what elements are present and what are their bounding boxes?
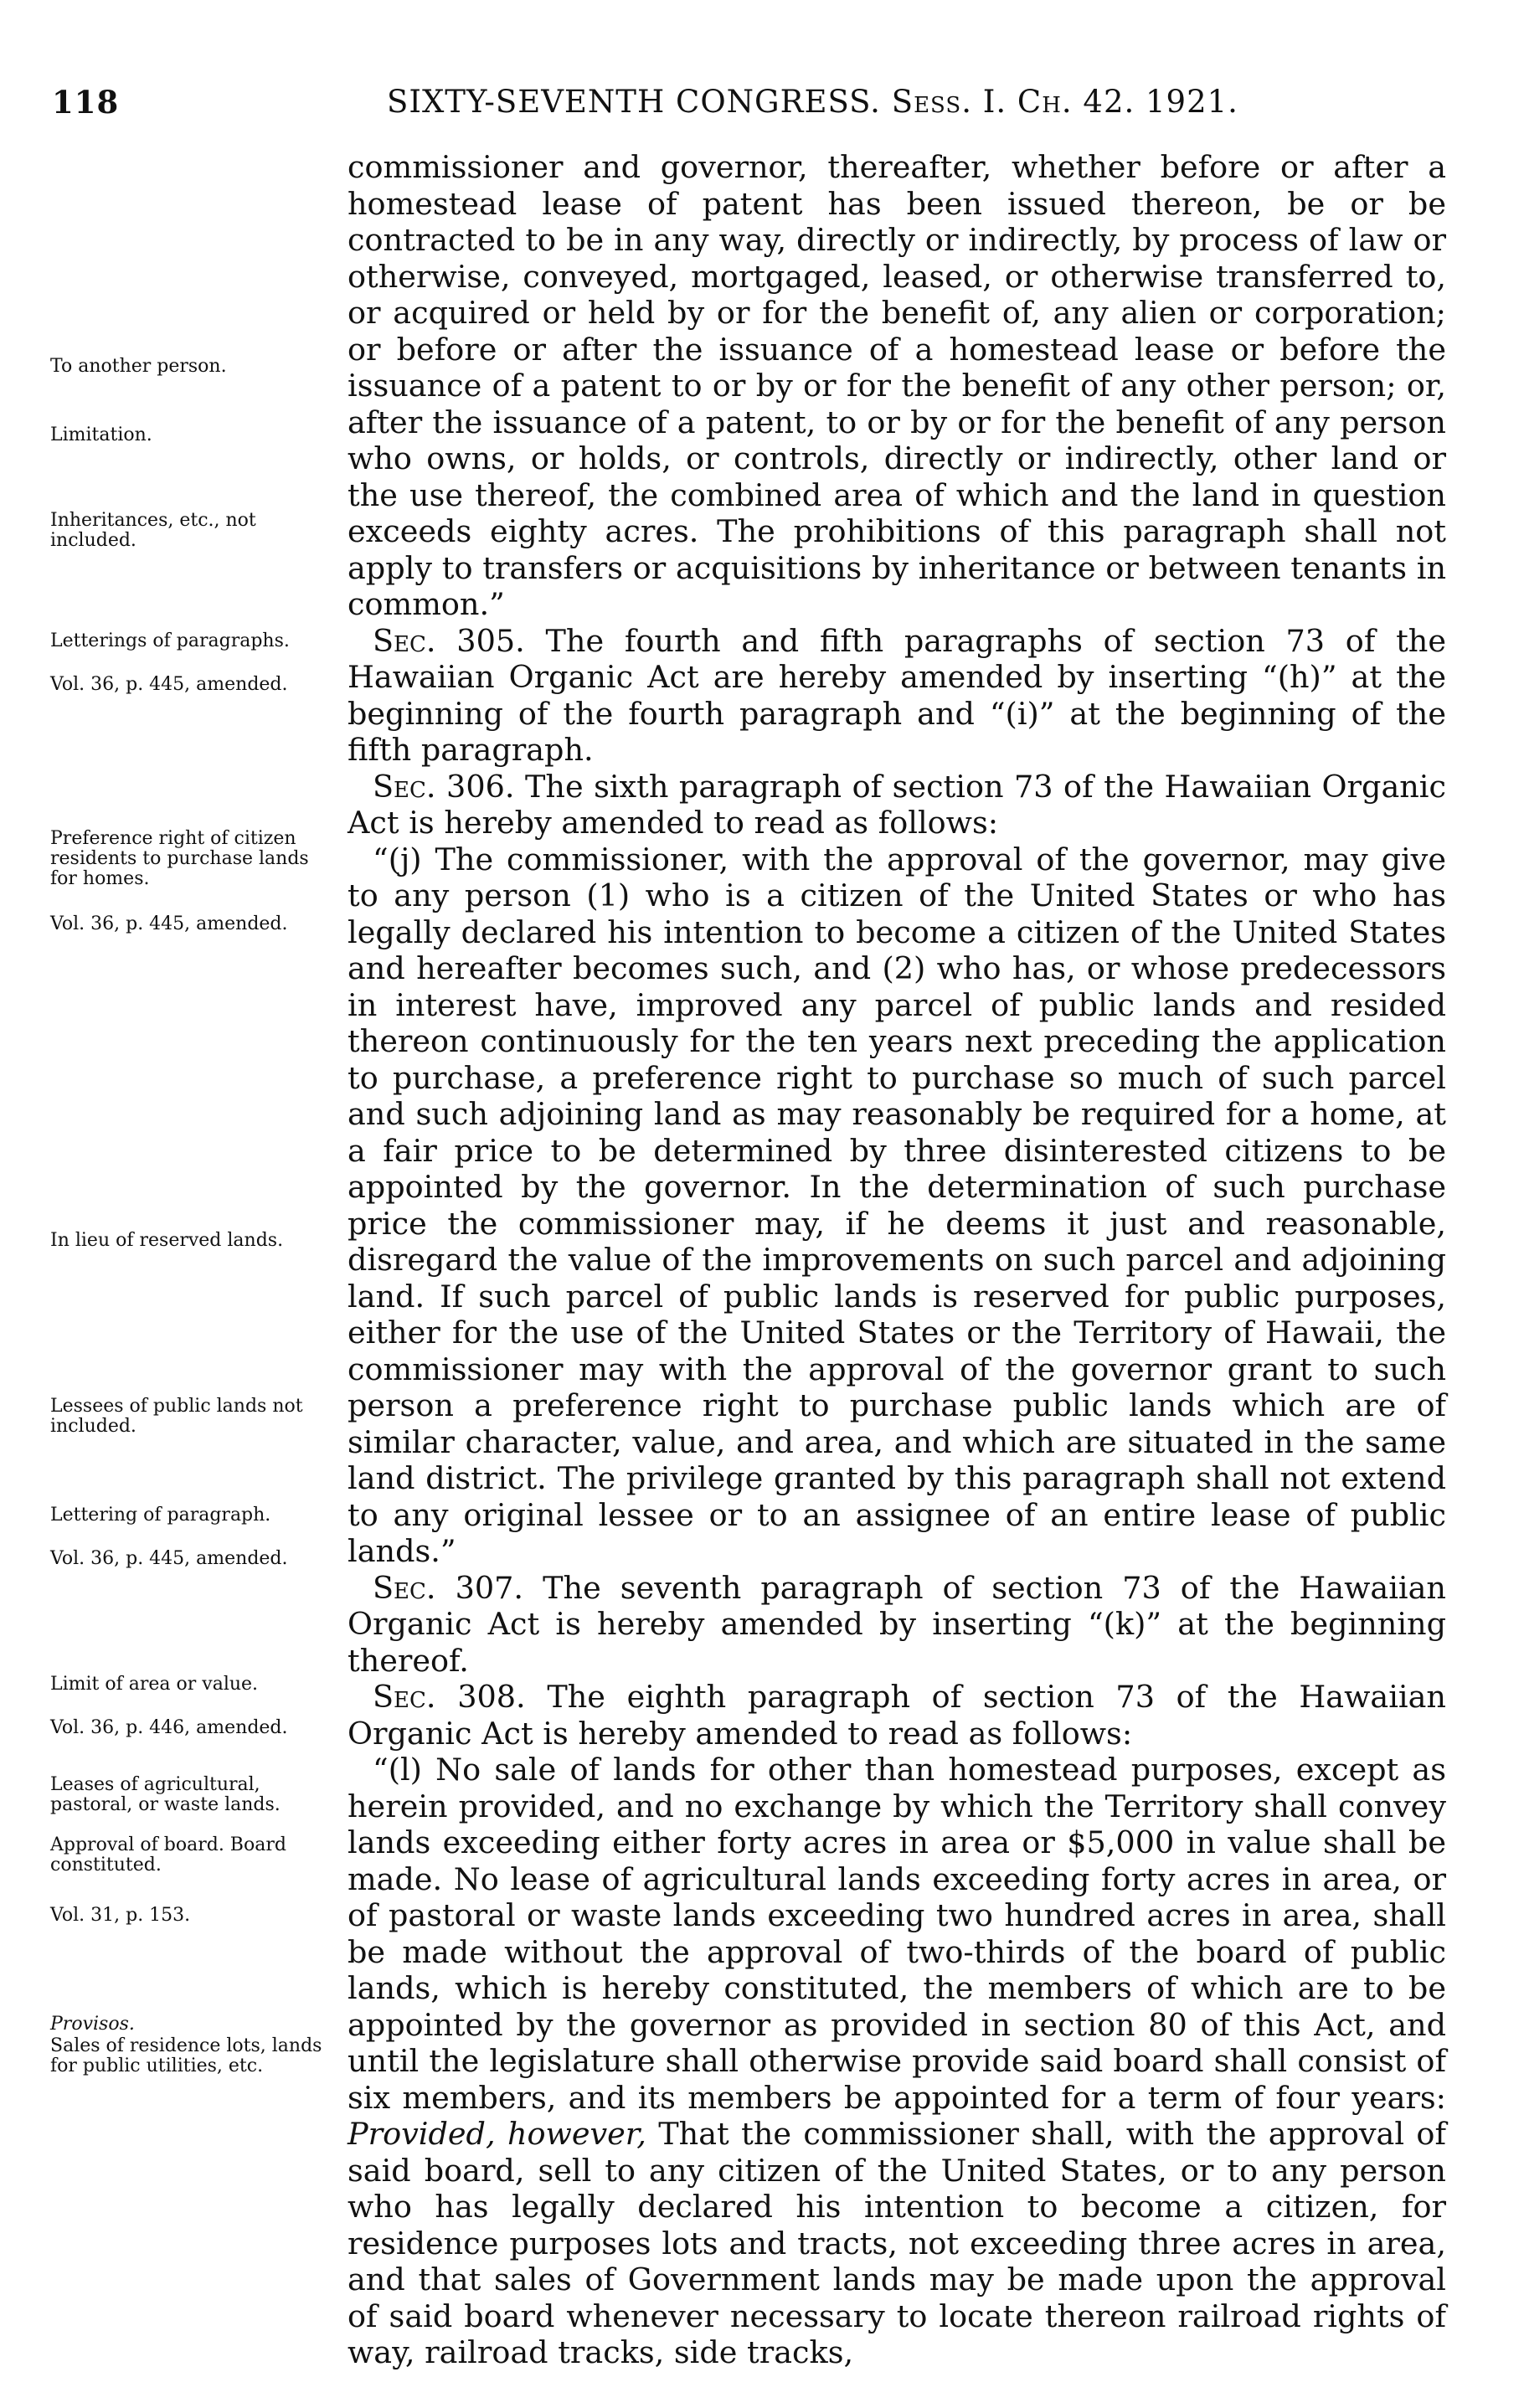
margin-note-another: To another person. — [50, 356, 227, 377]
margin-note-inheritances: Inheritances, etc., not included. — [50, 510, 256, 551]
section-306 — [348, 769, 1446, 841]
page-header — [52, 84, 1459, 134]
session-label: Sess. I. — [891, 84, 1007, 120]
section-308-quote-a: “(l) No sale of lands for other than homestead purposes, except as herein provided, and no exchange by which the Territory shall convey lands exceeding either forty acres in area or $5,000 in value shall be made. No lease of agricultural lands exceeding forty acres in area, or of pastoral or waste lands exceeding two hundred acres in area, shall be made without the approval of two-thirds of the board of public lands, which is hereby constituted, the members of which are to be appointed by the governor as provided in section 80 of this Act, and until the legislature shall otherwise provide said board shall consist of six members, and its members be appointed for a term of four years: — [348, 1752, 1446, 2116]
margin-note-preference: Preference right of citizen residents to purchase lands for homes. — [50, 828, 309, 889]
margin-note-limitation: Limitation. — [50, 424, 152, 445]
margin-note-vol36b: Vol. 36, p. 445, amended. — [50, 913, 288, 934]
section-306-label: Sec. 306. — [373, 768, 515, 805]
margin-note-sales: Sales of residence lots, lands for public utilities, etc. — [50, 2035, 322, 2076]
year-label: 1921. — [1146, 84, 1238, 120]
page-number: 118 — [52, 84, 120, 121]
section-306-quote: “(j) The commissioner, with the approval of the governor, may give to any person (1) who is a citizen of the United States or who has legally declared his intention to become a citizen of the United States and hereafter becomes such, and (2) who has, or whose predecessors in interest have, improved any parcel of public lands and resided thereon continuously for the ten years next preceding the application to purchase, a preference right to purchase so much of such parcel and such adjoining land as may reasonably be required for a home, at a fair price to be determined by three disinterested citizens to be appointed by the governor. In the determination of such purchase price the commissioner may, if he deems it just and reasonable, disregard the value of the improvements on such parcel and adjoining land. If such parcel of public lands is reserved for public purposes, either for the use of the United States or the Territory of Hawaii, the commissioner may with the approval of the governor grant to such person a preference right to purchase public lands which are of similar character, value, and area, and which are situated in the same land district. The privilege granted by this paragraph shall not extend to any original lessee or to an assignee of an entire lease of public lands.” — [348, 841, 1446, 1569]
margin-note-leases: Leases of agricultural, pastoral, or waste lands. — [50, 1774, 281, 1815]
statute-text — [348, 149, 1446, 2371]
margin-note-lessees: Lessees of public lands not included. — [50, 1396, 303, 1437]
margin-note-approval: Approval of board. Board constituted. — [50, 1834, 286, 1875]
congress-title: SIXTY-SEVENTH CONGRESS. — [387, 84, 881, 120]
margin-note-vol36c: Vol. 36, p. 445, amended. — [50, 1548, 288, 1569]
section-305 — [348, 623, 1446, 769]
section-307-text: The seventh paragraph of section 73 of the Hawaiian Organic Act is hereby amended by inserting “(k)” at the beginning thereof. — [348, 1569, 1446, 1679]
section-308-label: Sec. 308. — [373, 1679, 526, 1715]
section-307 — [348, 1570, 1446, 1680]
paragraph-continuation: commissioner and governor, thereafter, whether before or after a homestead lease of patent has been issued thereon, be or be contracted to be in any way, directly or indirectly, by process of law or otherwise, conveyed, mortgaged, leased, or otherwise transferred to, or acquired or held by or for the benefit of, any alien or corporation; or before or after the issuance of a homestead lease or before the issuance of a patent to or by or for the benefit of any other person; or, after the issuance of a patent, to or by or for the benefit of any person who owns, or holds, or controls, directly or indirectly, other land or the use thereof, the combined area of which and the land in question exceeds eighty acres. The prohibitions of this paragraph shall not apply to transfers or acquisitions by inheritance or between tenants in common.” — [348, 149, 1446, 622]
margin-note-provisos: Provisos. — [50, 2014, 135, 2035]
margin-note-limit: Limit of area or value. — [50, 1674, 259, 1695]
section-308-text: The eighth paragraph of section 73 of the Hawaiian Organic Act is hereby amended to read as follows: — [348, 1679, 1446, 1752]
margin-note-lieu: In lieu of reserved lands. — [50, 1230, 284, 1251]
section-306-text: The sixth paragraph of section 73 of the Hawaiian Organic Act is hereby amended to read as follows: — [348, 768, 1446, 841]
running-head — [387, 84, 1238, 120]
section-305-label: Sec. 305. — [373, 622, 525, 659]
section-308-quote-b: That the commissioner shall, with the approval of said board, sell to any citizen of the United States, or to any person who has legally declared his intention to become a citizen, for residence purposes lots and tracts, not exceeding three acres in area, and that sales of Government lands may be made upon the approval of said board whenever necessary to locate thereon railroad rights of way, railroad tracks, side tracks, — [348, 2116, 1446, 2370]
margin-note-lettering: Lettering of paragraph. — [50, 1505, 271, 1526]
margin-note-vol31: Vol. 31, p. 153. — [50, 1905, 191, 1926]
section-305-text: The fourth and fifth paragraphs of section 73 of the Hawaiian Organic Act are hereby amended by inserting “(h)” at the beginning of the fourth paragraph and “(i)” at the beginning of the fifth paragraph. — [348, 622, 1446, 768]
section-308 — [348, 1679, 1446, 1752]
proviso-phrase: Provided, however, — [348, 2116, 646, 2152]
section-307-label: Sec. 307. — [373, 1569, 524, 1606]
section-308-quote — [348, 1752, 1446, 2371]
margin-note-vol36d: Vol. 36, p. 446, amended. — [50, 1717, 288, 1738]
chapter-label: Ch. 42. — [1017, 84, 1135, 120]
margin-note-letterings: Letterings of paragraphs. — [50, 630, 290, 651]
margin-note-vol36a: Vol. 36, p. 445, amended. — [50, 674, 288, 695]
